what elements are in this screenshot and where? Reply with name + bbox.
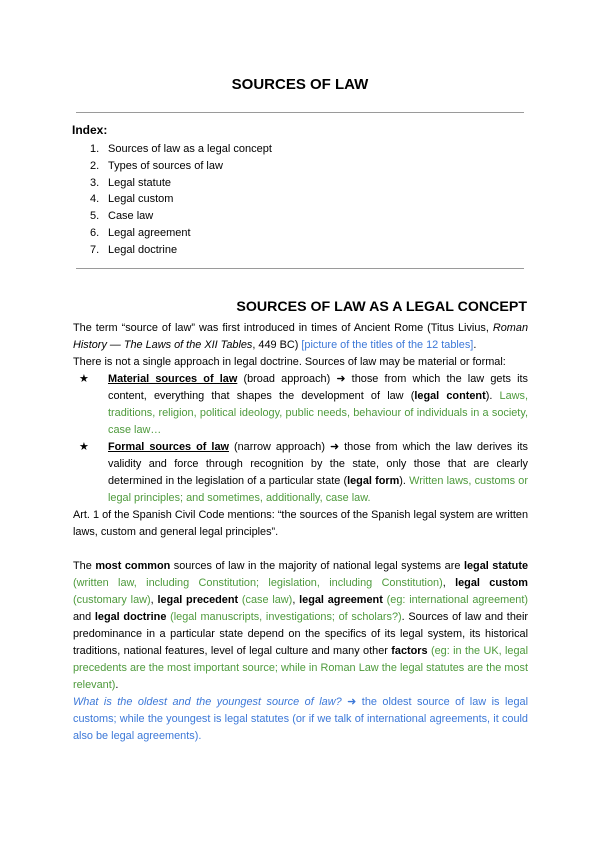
section-title: SOURCES OF LAW AS A LEGAL CONCEPT (236, 299, 527, 315)
paragraph-approach: There is not a single approach in legal doctrine. Sources of law may be material or formal: (73, 356, 506, 368)
paragraph-oldest-youngest: What is the oldest and the youngest source of law? ➜ the oldest source of law is legal customs; while the youngest is legal statutes (or if we talk of international agreements, it could also be legal agreements). (73, 696, 528, 742)
index-item: 7. Legal doctrine (90, 243, 178, 256)
index-item: 4. Legal custom (90, 193, 174, 206)
section-body (73, 320, 528, 745)
index-list (90, 141, 272, 259)
bullet-formal: ★ Formal sources of law (narrow approach) ➜ those from which the law derives its validity and force through recognition by the state, only those that are clearly determined in the legislation of a particular state (legal form). Written laws, customs or legal principles; and sometimes, additionally, case law. (79, 441, 528, 504)
bottom-divider (76, 268, 524, 269)
top-divider (76, 112, 524, 113)
index-item: 3. Legal statute (90, 176, 171, 189)
index-item: 5. Case law (90, 210, 154, 223)
page-title: SOURCES OF LAW (231, 76, 369, 93)
paragraph-common-sources: The most common sources of law in the majority of national legal systems are legal statute (written law, including Constitution; legislation, including Constitution), legal custom (customary law), legal precedent (case law), legal agreement (eg: international agreement) and legal doctrine (legal manuscripts, investigations; of scholars?). Sources of law and their predominance in a particular state depend on the specifics of its legal system, its historical traditions, national features, level of legal culture and many other factors (eg: in the UK, legal precedents are the most important source; while in Roman Law the legal statutes are the most relevant). (73, 560, 529, 691)
index-item: 2. Types of sources of law (90, 159, 223, 172)
star-bullet-icon: ★ (79, 373, 89, 385)
paragraph-origin: The term “source of law” was first introduced in times of Ancient Rome (Titus Livius, Roman History — The Laws of the XII Tables, 449 BC) [picture of the titles of the 12 tables]. (73, 322, 528, 351)
index-item: 6. Legal agreement (90, 226, 191, 239)
index-heading: Index: (72, 123, 108, 137)
spacer (73, 541, 528, 558)
bullet-material: ★ Material sources of law (broad approach) ➜ those from which the law gets its content, everything that shapes the development of law (legal content). Laws, traditions, religion, political ideology, public needs, behaviour of individuals in a society, case law… (79, 373, 528, 436)
paragraph-civil-code: Art. 1 of the Spanish Civil Code mentions: “the sources of the Spanish legal system are written laws, custom and general legal principles”. (73, 509, 528, 538)
star-bullet-icon: ★ (79, 441, 89, 453)
index-item: 1. Sources of law as a legal concept (90, 143, 272, 155)
